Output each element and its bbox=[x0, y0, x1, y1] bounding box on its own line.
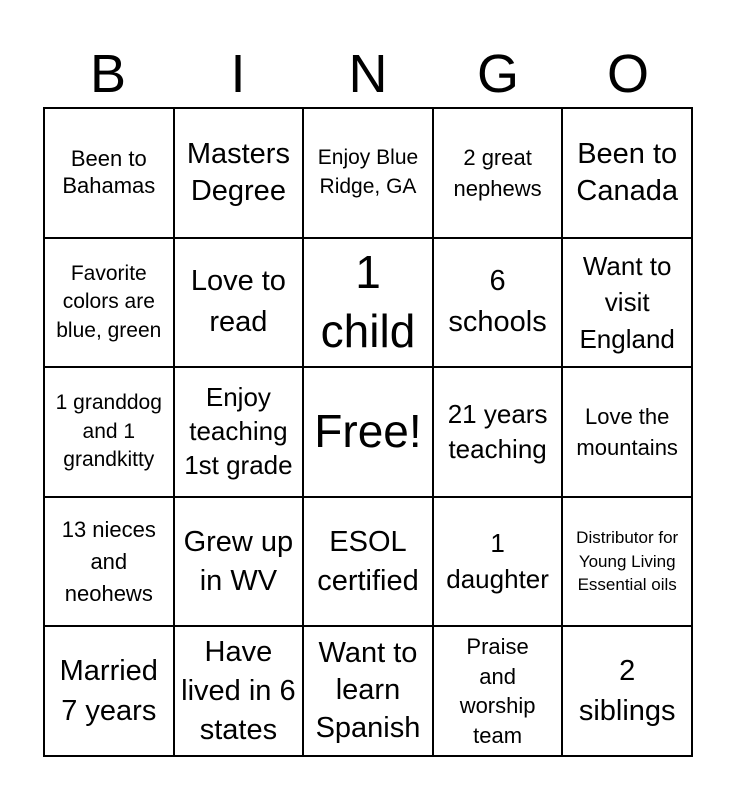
cell-text: Love the mountains bbox=[576, 403, 678, 460]
cell-text: Favorite colors are blue, green bbox=[56, 261, 162, 342]
cell-text: Want to learn Spanish bbox=[315, 636, 421, 745]
bingo-cell[interactable] bbox=[562, 238, 692, 368]
header-letter-b: B bbox=[89, 44, 127, 104]
cell-text: Been to Bahamas bbox=[62, 146, 156, 198]
header-letter-i: I bbox=[230, 44, 246, 104]
cell-text: Want to visit England bbox=[579, 250, 675, 354]
bingo-cell[interactable] bbox=[433, 238, 563, 368]
cell-text: Enjoy teaching 1st grade bbox=[184, 382, 293, 480]
bingo-cell[interactable] bbox=[44, 108, 174, 238]
header-letter-n: N bbox=[348, 44, 388, 104]
bingo-cell[interactable] bbox=[433, 497, 563, 627]
bingo-cell[interactable] bbox=[174, 497, 304, 627]
cell-text: 2 great nephews bbox=[453, 144, 542, 201]
header-letter-g: G bbox=[476, 44, 519, 104]
bingo-cell[interactable] bbox=[174, 367, 304, 497]
bingo-cell[interactable] bbox=[44, 497, 174, 627]
cell-text: Grew up in WV bbox=[183, 525, 294, 597]
bingo-cell[interactable] bbox=[433, 367, 563, 497]
bingo-cell[interactable] bbox=[562, 626, 692, 756]
bingo-cell[interactable] bbox=[303, 238, 433, 368]
bingo-cell[interactable] bbox=[562, 497, 692, 627]
cell-text: Enjoy Blue Ridge, GA bbox=[317, 146, 419, 198]
bingo-cell[interactable] bbox=[562, 367, 692, 497]
bingo-cell[interactable] bbox=[303, 108, 433, 238]
cell-text: 2 siblings bbox=[578, 654, 676, 728]
cell-text: Free! bbox=[314, 405, 422, 458]
cell-text: Praise and worship team bbox=[459, 634, 536, 748]
bingo-cell[interactable] bbox=[433, 626, 563, 756]
bingo-cell[interactable] bbox=[174, 626, 304, 756]
bingo-cell[interactable] bbox=[44, 626, 174, 756]
bingo-cell[interactable] bbox=[562, 108, 692, 238]
bingo-cell[interactable] bbox=[174, 108, 304, 238]
bingo-cell[interactable] bbox=[303, 497, 433, 627]
bingo-cell[interactable] bbox=[174, 238, 304, 368]
bingo-header bbox=[43, 40, 693, 108]
header-letter-o: O bbox=[606, 44, 649, 104]
cell-text: 1 daughter bbox=[446, 528, 549, 594]
free-space[interactable] bbox=[303, 367, 433, 497]
bingo-cell[interactable] bbox=[44, 238, 174, 368]
cell-text: Been to Canada bbox=[576, 137, 678, 207]
cell-text: 1 child bbox=[320, 245, 416, 358]
cell-text: Married 7 years bbox=[59, 654, 158, 728]
cell-text: Have lived in 6 states bbox=[181, 635, 296, 746]
cell-text: Masters Degree bbox=[186, 137, 290, 207]
bingo-board bbox=[43, 107, 693, 757]
cell-text: 21 years teaching bbox=[447, 398, 548, 464]
bingo-cell[interactable] bbox=[303, 626, 433, 756]
bingo-cell[interactable] bbox=[44, 367, 174, 497]
cell-text: ESOL certified bbox=[317, 525, 419, 597]
bingo-cell[interactable] bbox=[433, 108, 563, 238]
cell-text: 6 schools bbox=[448, 265, 547, 339]
cell-text: 13 nieces and neohews bbox=[61, 516, 156, 606]
cell-text: Love to read bbox=[190, 265, 286, 339]
cell-text: Distributor for Young Living Essential oils bbox=[576, 527, 679, 595]
cell-text: 1 granddog and 1 grandkitty bbox=[55, 391, 162, 472]
